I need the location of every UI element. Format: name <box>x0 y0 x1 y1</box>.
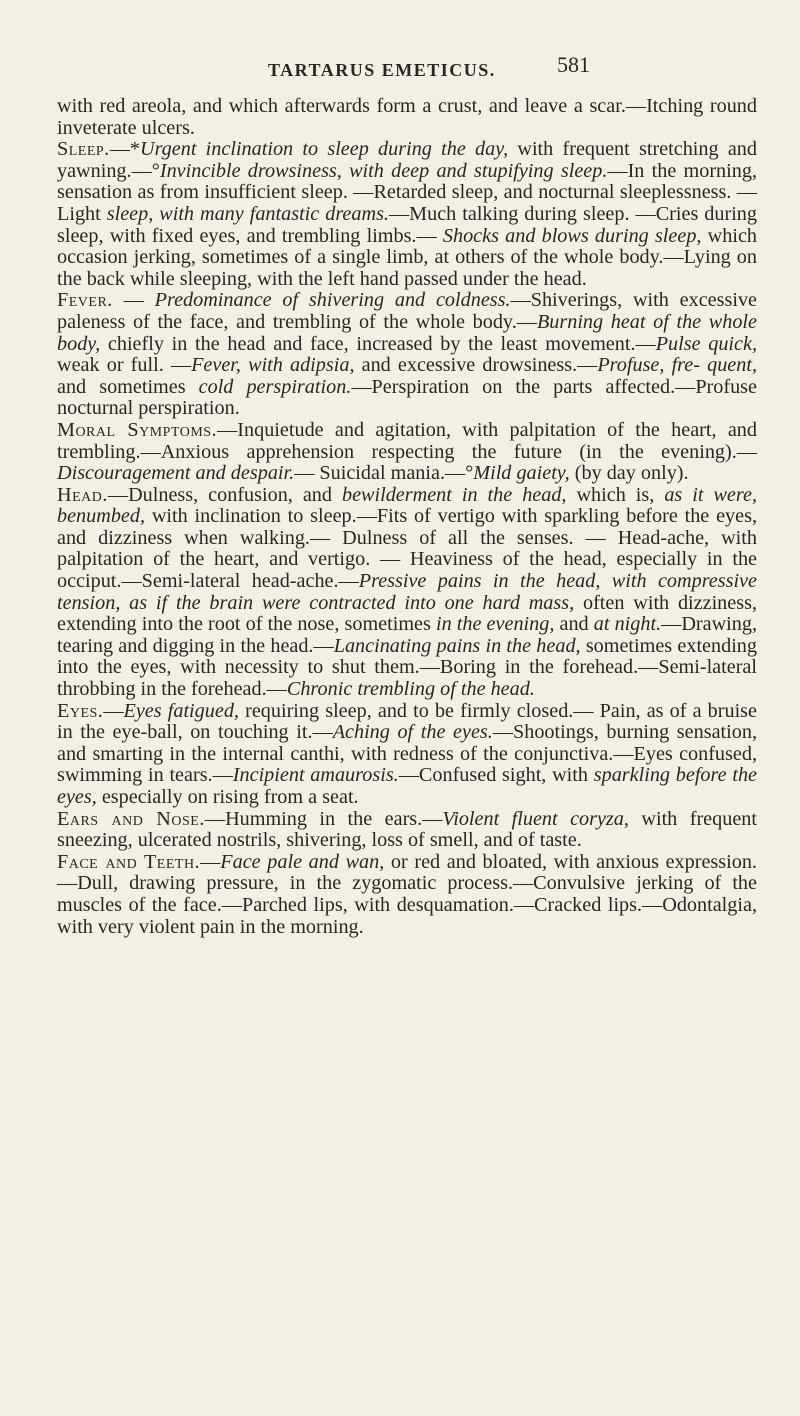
text-run: —Much talking during sleep. —Cries during sleep, with fixed eyes, and trembling limbs.— <box>57 202 757 247</box>
section-heading: Eyes. <box>57 699 104 722</box>
italic-run: Burning heat of the whole body, <box>57 310 757 355</box>
text-run: (by day only). <box>569 462 689 485</box>
text-run: —Drawing, tearing and digging in the head.— <box>57 613 757 657</box>
text-run: with inclination to sleep.—Fits of vertigo with sparkling before the eyes, and dizziness when walking.— Dulness of all the senses. — Head-ache, with palpitation of the heart, and vertigo. — Heaviness of the head, especially in the occiput.—Semi-lateral head-ache.— <box>57 505 757 593</box>
italic-run: bewilderment in the head, <box>341 483 567 506</box>
italic-run: Invincible drowsiness, with deep and stupifying sleep. <box>159 159 608 182</box>
section-eyes <box>57 701 757 809</box>
section-moral-symptoms <box>57 420 757 485</box>
text-run: —Perspiration on the parts affected.—Profuse nocturnal perspiration. <box>57 375 757 420</box>
body-text <box>57 96 757 938</box>
text-run: —Confused sight, with <box>398 764 594 787</box>
italic-run: Mild gaiety, <box>473 462 570 485</box>
text-run: — <box>103 699 124 722</box>
italic-run: Fever, with adipsia, <box>191 354 355 377</box>
section-heading: Sleep. <box>57 138 110 161</box>
text-run: —Inquietude and agitation, with palpitation of the heart, and trembling.—Anxious apprehension respecting the future (in the evening).— <box>57 418 757 463</box>
italic-run: Shocks and blows during sleep, <box>442 224 702 247</box>
running-head <box>0 52 800 88</box>
text-run: weak or full. — <box>57 354 192 377</box>
page-number: 581 <box>557 52 590 77</box>
text-run: with frequent stretching and yawning.—° <box>57 138 757 182</box>
italic-run: Violent fluent coryza, <box>442 807 629 830</box>
italic-run: as it were, benumbed, <box>57 483 757 528</box>
continuation-text: with red areola, and which afterwards form a crust, and leave a scar.—Itching round inveterate ulcers. <box>57 95 757 139</box>
italic-run: Eyes fatigued, <box>123 699 239 722</box>
italic-run: sparkling before the eyes, <box>57 764 757 808</box>
text-run: and sometimes <box>57 375 199 398</box>
text-run: and <box>554 613 594 636</box>
continuation-paragraph <box>57 96 757 139</box>
text-run: sometimes extending into the eyes, with necessity to shut them.—Boring in the forehead.—Semi-lateral throbbing in the forehead.— <box>57 634 757 701</box>
text-run: —Humming in the ears.— <box>204 807 443 830</box>
text-run: — <box>200 850 221 873</box>
italic-run: Profuse, fre- quent, <box>597 354 757 377</box>
italic-run: Incipient amaurosis. <box>232 764 399 787</box>
text-run: and excessive drowsiness.— <box>354 354 598 377</box>
text-run: which is, <box>566 483 665 506</box>
italic-run: Predominance of shivering and coldness. <box>154 289 511 312</box>
italic-run: Lancinating pains in the head, <box>333 634 581 657</box>
text-run: with frequent sneezing, ulcerated nostrils, shivering, loss of smell, and of taste. <box>57 807 757 852</box>
text-run: — <box>112 289 155 312</box>
italic-run: Chronic trembling of the head. <box>286 678 535 701</box>
italic-run: at night. <box>593 613 662 636</box>
text-run: —Shootings, burning sensation, and smarting in the internal canthi, with redness of the conjunctiva.—Eyes confused, swimming in tears.— <box>57 721 757 787</box>
section-heading: Face and Teeth. <box>57 850 201 873</box>
italic-run: Urgent inclination to sleep during the day, <box>140 138 509 161</box>
text-run: —Shiverings, with excessive paleness of the face, and trembling of the whole body.— <box>57 289 757 333</box>
section-heading: Fever. <box>57 289 113 312</box>
text-run: often with dizziness, extending into the root of the nose, sometimes <box>57 591 757 636</box>
italic-run: Pulse quick, <box>655 332 757 355</box>
section-fever <box>57 290 757 420</box>
text-run: —Dulness, confusion, and <box>107 483 342 506</box>
section-heading: Moral Symptoms. <box>57 418 218 441</box>
section-sleep <box>57 139 757 290</box>
italic-run: in the evening, <box>435 613 555 636</box>
text-run: chiefly in the head and face, increased by the least movement.— <box>100 332 656 355</box>
text-run: —In the morning, sensation as from insufficient sleep. —Retarded sleep, and nocturnal sleeplessness. —Light <box>57 159 757 225</box>
section-heading: Head. <box>57 483 108 506</box>
section-heading: Ears and Nose. <box>57 807 205 830</box>
running-title: TARTARUS EMETICUS. <box>268 60 496 80</box>
italic-run: Discouragement and despair. <box>57 462 295 485</box>
italic-run: sleep, with many fantastic dreams. <box>106 202 389 225</box>
section-face-and-teeth <box>57 852 757 938</box>
text-run: —* <box>109 138 140 161</box>
italic-run: cold perspiration. <box>198 375 352 398</box>
text-run: requiring sleep, and to be firmly closed.— Pain, as of a bruise in the eye-ball, on touching it.— <box>57 699 757 744</box>
text-run: which occasion jerking, sometimes of a single limb, at others of the whole body.—Lying on the back while sleeping, with the left hand passed under the head. <box>57 224 757 290</box>
italic-run: Face pale and wan, <box>220 850 385 873</box>
italic-run: Pressive pains in the head, with compressive tension, as if the brain were contracted into one hard mass, <box>57 570 757 614</box>
text-run: especially on rising from a seat. <box>96 786 359 808</box>
section-head <box>57 485 757 701</box>
text-run: or red and bloated, with anxious expression.—Dull, drawing pressure, in the zygomatic process.—Convulsive jerking of the muscles of the face.—Parched lips, with desquamation.—Cracked lips.—Odontalgia, with very violent pain in the morning. <box>57 850 757 938</box>
section-ears-and-nose <box>57 809 757 852</box>
italic-run: Aching of the eyes. <box>332 721 493 744</box>
text-run: — Suicidal mania.—° <box>294 462 474 485</box>
